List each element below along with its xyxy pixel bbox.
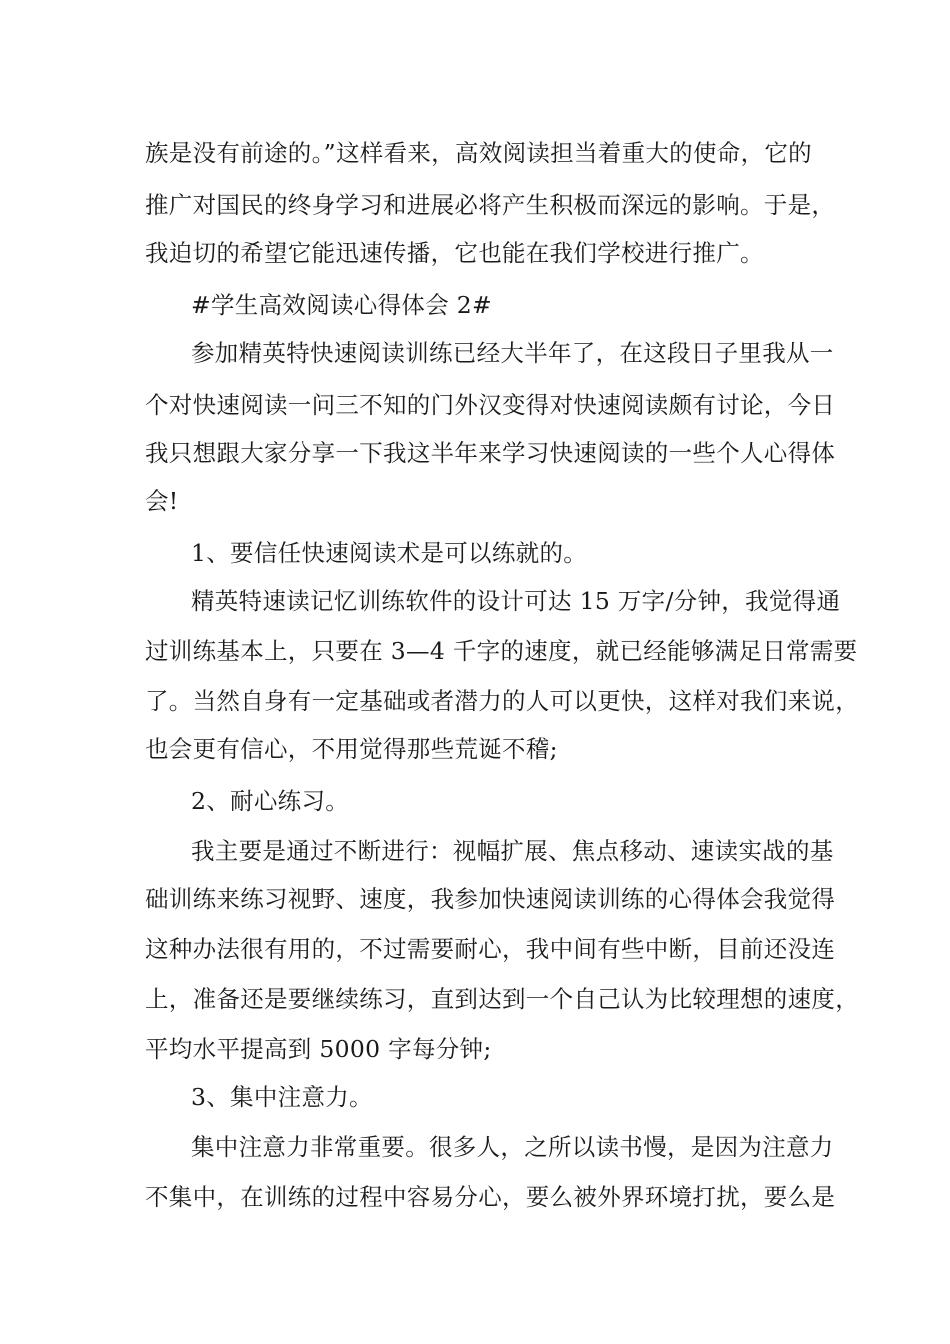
text-line: 我主要是通过不断进行：视幅扩展、焦点移动、速读实战的基 xyxy=(191,837,834,865)
list-item-heading: 1、要信任快速阅读术是可以练就的。 xyxy=(191,539,588,567)
text-line: 不集中，在训练的过程中容易分心，要么被外界环境打扰，要么是 xyxy=(145,1183,836,1211)
text-line: 也会更有信心，不用觉得那些荒诞不稽; xyxy=(145,735,558,763)
text-line: 会! xyxy=(145,487,179,515)
text-line: 这种办法很有用的，不过需要耐心，我中间有些中断，目前还没连 xyxy=(145,935,836,963)
text-line: 个对快速阅读一问三不知的门外汉变得对快速阅读颇有讨论，今日 xyxy=(145,391,836,419)
text-line: 我只想跟大家分享一下我这半年来学习快速阅读的一些个人心得体 xyxy=(145,439,836,467)
text-line: 过训练基本上，只要在 3—4 千字的速度，就已经能够满足日常需要 xyxy=(145,637,858,665)
list-item-heading: 2、耐心练习。 xyxy=(191,787,350,815)
text-line: 集中注意力非常重要。很多人，之所以读书慢，是因为注意力 xyxy=(191,1133,834,1161)
text-line: 精英特速读记忆训练软件的设计可达 15 万字/分钟，我觉得通 xyxy=(191,587,841,615)
text-line: 推广对国民的终身学习和进展必将产生积极而深远的影响。于是， xyxy=(145,191,836,219)
text-line: 我迫切的希望它能迅速传播，它也能在我们学校进行推广。 xyxy=(145,239,764,267)
text-line: 平均水平提高到 5000 字每分钟; xyxy=(145,1035,492,1063)
section-heading: #学生高效阅读心得体会 2# xyxy=(191,291,493,319)
text-line: 础训练来练习视野、速度，我参加快速阅读训练的心得体会我觉得 xyxy=(145,885,836,913)
text-line: 族是没有前途的。”这样看来，高效阅读担当着重大的使命，它的 xyxy=(145,139,812,167)
text-line: 了。当然自身有一定基础或者潜力的人可以更快，这样对我们来说， xyxy=(145,687,859,715)
text-line: 参加精英特快速阅读训练已经大半年了，在这段日子里我从一 xyxy=(191,339,834,367)
list-item-heading: 3、集中注意力。 xyxy=(191,1083,373,1111)
text-line: 上，准备还是要继续练习，直到达到一个自己认为比较理想的速度， xyxy=(145,985,859,1013)
